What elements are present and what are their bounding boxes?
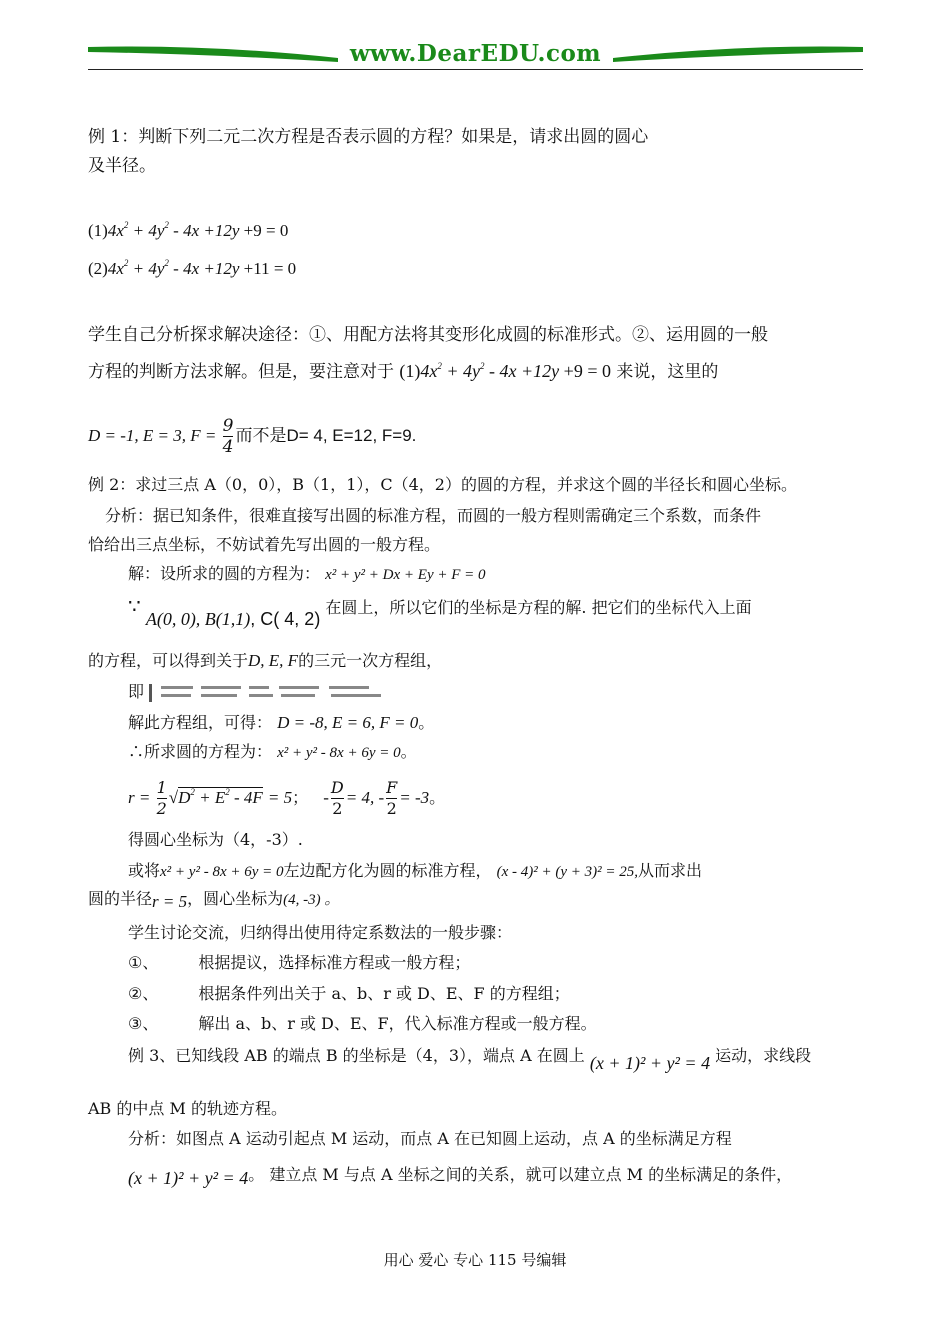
def-equation: D = -1, E = 3, F = (88, 426, 221, 445)
header-rule (88, 69, 863, 70)
sqrt-expression: $√D^2 + E^2 - 4F$ (168, 787, 263, 807)
ex2-system-line (88, 650, 442, 672)
points-tail: 在圆上，所以它们的坐标是方程的解. 把它们的坐标代入上面 (325, 598, 752, 617)
therefore-end: 。 (400, 742, 417, 761)
ex2-points-line (128, 594, 752, 629)
alt2-radius: r = 5 (152, 892, 188, 911)
ex3-analysis-equation: (x + 1)² + y² = 4 (128, 1168, 249, 1188)
step-1-num: ①、 (128, 953, 159, 972)
site-logo[interactable]: www.DearEDU.com (349, 40, 602, 67)
eq2-label: (2) (88, 259, 108, 278)
eq1-label: (1) (88, 221, 108, 240)
analysis1-line1: 学生自己分析探求解决途径：①、用配方法将其变形化成圆的标准形式。②、运用圆的一般 (88, 325, 768, 345)
ex2-solve-line (128, 712, 434, 734)
alt2-mid: ，圆心坐标为 (187, 889, 284, 908)
analysis1-wrong-values: D= 4, E=12, F=9. (286, 426, 417, 445)
ex3-tail: 运动，求线段 (715, 1046, 812, 1065)
f-half-fraction: $\frac{F}{2}$ (386, 778, 398, 818)
analysis1-line3 (88, 416, 416, 457)
step-2-num: ②、 (128, 984, 159, 1003)
header-banner (88, 38, 863, 72)
discussion-intro: 学生讨论交流，归纳得出使用待定系数法的一般步骤： (128, 923, 513, 942)
ex3-analysis-text: 建立点 M 与点 A 坐标之间的关系，就可以建立点 M 的坐标满足的条件， (269, 1165, 793, 1184)
analysis1-instead: 而不是 (235, 426, 287, 446)
analysis1-line2: 方程的判断方法求解。但是，要注意对于 $(1)4x^2 + 4y^2 - 4x +12y +9 = 0$ 来说，这里的 (88, 361, 719, 382)
general-circle-equation: x² + y² + Dx + Ey + F = 0 (325, 567, 486, 583)
step-2-text: 根据条件列出关于 a、b、r 或 D、E、F 的方程组； (198, 984, 570, 1003)
solution-label: 解：设所求的圆的方程为： (128, 564, 321, 583)
alt-intro: 或将 (128, 861, 161, 880)
ex2-alt-line2 (88, 888, 339, 911)
page-footer: 用心 爱心 专心 115 号编辑 (383, 1251, 567, 1269)
alt2-center: (4, -3) 。 (283, 892, 340, 908)
ji-label: 即 (128, 682, 145, 701)
radius-value: = 5 (267, 788, 293, 807)
center-end: 。 (429, 788, 446, 807)
step-3-num: ③、 (128, 1014, 159, 1033)
analysis1-line2-tail: 来说，这里的 (616, 362, 719, 382)
ex1-equation-1: $(1)4x^2 + 4y^2 - 4x +12y +9 = 0$ (88, 220, 289, 240)
ex1-equation-2: $(2)4x^2 + 4y^2 - 4x +12y +11 = 0$ (88, 258, 297, 278)
point-c: , C( 4, 2) (250, 609, 321, 629)
ex2-analysis-line2: 恰给出三点坐标，不妨试着先写出圆的一般方程。 (88, 535, 441, 554)
ex2-analysis-line1: 分析：据已知条件，很难直接写出圆的标准方程，而圆的一般方程则需确定三个系数，而条件 (105, 506, 762, 525)
radius-sep: ； (292, 788, 309, 807)
ex2-therefore-line (128, 741, 417, 764)
eq1-tail: +9 = 0 (243, 221, 289, 240)
system-tail: 的三元一次方程组， (298, 651, 443, 670)
step-1 (128, 952, 470, 974)
step-3-text: 解出 a、b、r 或 D、E、F，代入标准方程或一般方程。 (198, 1014, 597, 1033)
half-fraction: $\frac{1}{2}$ (156, 778, 167, 818)
step-2 (128, 983, 570, 1005)
solve-label: 解此方程组，可得： (128, 713, 273, 732)
ex3-text: 例 3、已知线段 AB 的端点 B 的坐标是（4，3），端点 A 在圆上 (128, 1046, 585, 1065)
ex3-line1 (128, 1044, 812, 1073)
equation-system-image (149, 684, 399, 702)
alt-tail: 从而求出 (638, 861, 703, 880)
ex3-analysis-line2 (128, 1163, 792, 1186)
ex2-center-text: 得圆心坐标为（4，-3）. (128, 830, 303, 849)
solve-values: D = -8, E = 6, F = 0 (277, 713, 419, 732)
ex3-analysis-end: 。 (248, 1165, 265, 1184)
system-text: 的方程，可以得到关于 (88, 651, 249, 670)
ex2-alt-line1 (128, 860, 702, 883)
because-symbol: ∵ (128, 594, 141, 618)
d-half-fraction: $\frac{D}{2}$ (330, 778, 344, 818)
step-3 (128, 1013, 597, 1035)
system-vars: D, E, F (248, 651, 299, 670)
ex3-line2: AB 的中点 M 的轨迹方程。 (88, 1099, 287, 1118)
ex2-solution-setup (128, 563, 486, 586)
ex2-title: 例 2：求过三点 A（0，0），B（1，1），C（4，2）的圆的方程，并求这个圆的半径长和圆心坐标。 (88, 475, 797, 494)
center-y: = -3 (399, 788, 430, 807)
ex1-line2: 及半径。 (88, 156, 156, 176)
points-ab: A(0, 0), B(1,1) (145, 609, 251, 629)
ex3-circle-equation: (x + 1)² + y² = 4 (589, 1053, 711, 1073)
ex2-system-equations (128, 681, 399, 703)
radius-head: r = (128, 788, 155, 807)
ex1-line1: 例 1：判断下列二元二次方程是否表示圆的方程？如果是，请求出圆的圆心 (88, 127, 649, 147)
solve-end: 。 (418, 713, 435, 732)
analysis1-line2-text: 方程的判断方法求解。但是，要注意对于 (88, 362, 394, 382)
eq2-tail: +11 = 0 (243, 259, 297, 278)
alt-equation: x² + y² - 8x + 6y = 0 (160, 864, 284, 880)
alt2-text: 圆的半径 (88, 889, 153, 908)
standard-equation: (x - 4)² + (y + 3)² = 25, (496, 864, 639, 880)
ex2-radius-center-line: r = $\frac{1}{2}$ $√D^2 + E^2 - 4F = 5$； - $\frac{D}{2}$ = 4, - $\frac{F}{2}$ = -3。 (128, 778, 446, 818)
center-x: = 4, - (345, 788, 385, 807)
fraction-nine-quarters: $\frac{9}{4}$ (222, 416, 234, 457)
circle-equation-result: x² + y² - 8x + 6y = 0 (277, 745, 401, 761)
step-1-text: 根据提议，选择标准方程或一般方程； (198, 953, 471, 972)
alt-middle: 左边配方化为圆的标准方程， (283, 861, 492, 880)
therefore-text: ∴所求圆的方程为： (128, 742, 273, 761)
ex3-analysis-line1: 分析：如图点 A 运动引起点 M 运动，而点 A 在已知圆上运动，点 A 的坐标满足方程 (128, 1129, 732, 1148)
